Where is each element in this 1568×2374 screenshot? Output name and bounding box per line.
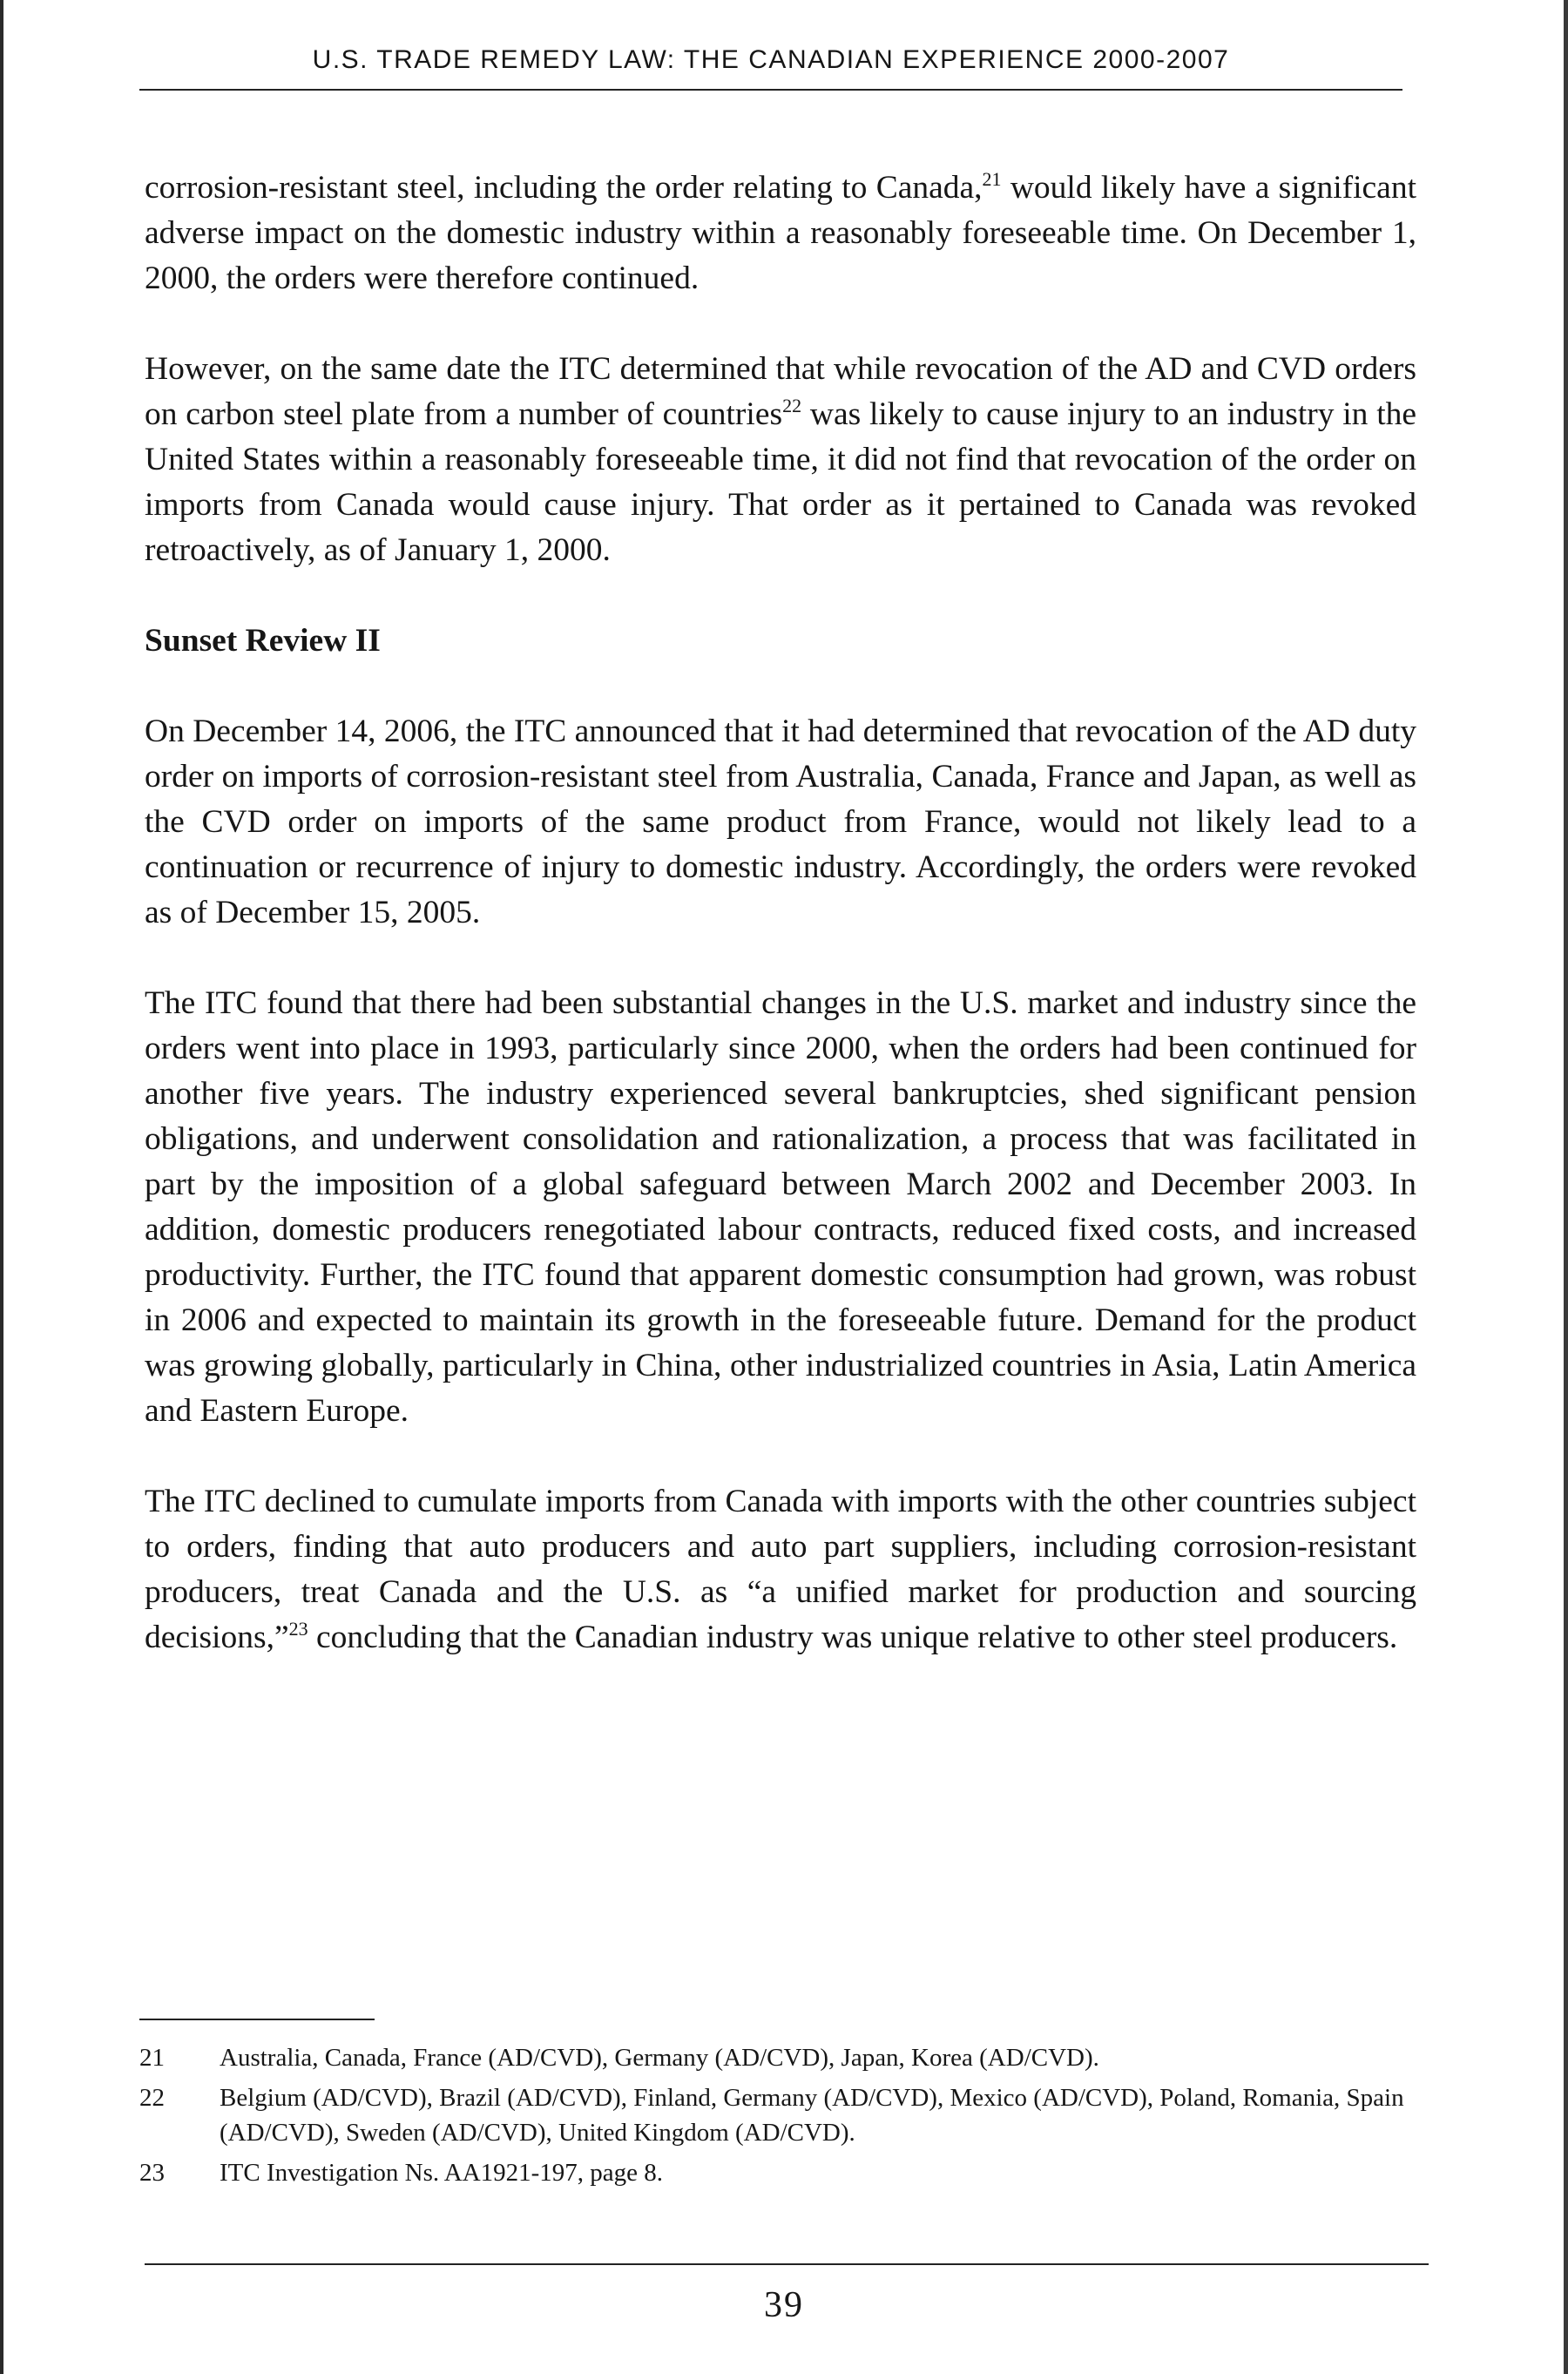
footnote-text: ITC Investigation Ns. AA1921-197, page 8. bbox=[220, 2159, 664, 2187]
running-head: U.S. TRADE REMEDY LAW: THE CANADIAN EXPERIENCE 2000-2007 bbox=[312, 45, 1230, 74]
footnote-ref-23[interactable]: 23 bbox=[288, 1618, 308, 1640]
paragraph-1-part-b: would likely have a significant adverse impact on the domestic industry within a reasonably foreseeable time. On December 1, 2000, the orders were therefore continued. bbox=[145, 170, 1416, 296]
footnote-ref-22[interactable]: 22 bbox=[782, 395, 802, 416]
paragraph-5-part-a: The ITC declined to cumulate imports from Canada with imports with the other countries subject to orders, finding that auto producers and auto part suppliers, including corrosion-resistant producers, treat Canada and the U.S. as “a unified market for production and sourcing decisions,” bbox=[145, 1484, 1416, 1655]
scan-edge-right bbox=[1564, 0, 1568, 2374]
footnote-text: Australia, Canada, France (AD/CVD), Germany (AD/CVD), Japan, Korea (AD/CVD). bbox=[220, 2044, 1099, 2072]
footnote bbox=[139, 2040, 1429, 2075]
footnote bbox=[139, 2080, 1429, 2150]
footnote-number: 23 bbox=[139, 2159, 165, 2187]
footnote-number: 22 bbox=[139, 2084, 165, 2112]
footnote-number: 21 bbox=[139, 2044, 165, 2072]
paragraph-1 bbox=[145, 166, 1416, 301]
paragraph-2-part-a: However, on the same date the ITC determined that while revocation of the AD and CVD orders on carbon steel plate from a number of countries bbox=[145, 351, 1416, 432]
footnote-text: Belgium (AD/CVD), Brazil (AD/CVD), Finland, Germany (AD/CVD), Mexico (AD/CVD), Poland, Romania, Spain (AD/CVD), Sweden (AD/CVD), United Kingdom (AD/CVD). bbox=[220, 2084, 1404, 2147]
body-text bbox=[145, 166, 1416, 1706]
footer-rule bbox=[145, 2263, 1429, 2265]
footnote-rule bbox=[139, 2019, 375, 2020]
paragraph-3: On December 14, 2006, the ITC announced that it had determined that revocation of the AD duty order on imports of corrosion-resistant steel from Australia, Canada, France and Japan, as well as the CVD order on imports of the same product from France, would not likely lead to a continuation or recurrence of injury to domestic industry. Accordingly, the orders were revoked as of December 15, 2005. bbox=[145, 714, 1416, 930]
paragraph-2 bbox=[145, 347, 1416, 573]
paragraph-5-part-b: concluding that the Canadian industry was unique relative to other steel producers. bbox=[308, 1620, 1398, 1655]
header-rule bbox=[139, 89, 1402, 91]
paragraph-1-part-a: corrosion-resistant steel, including the order relating to Canada, bbox=[145, 170, 983, 206]
footnote-ref-21[interactable]: 21 bbox=[982, 168, 1002, 190]
page-number: 39 bbox=[764, 2285, 804, 2325]
paragraph-5 bbox=[145, 1479, 1416, 1660]
footnote bbox=[139, 2155, 1429, 2190]
scan-edge-left bbox=[0, 0, 3, 2374]
paragraph-2-part-b: was likely to cause injury to an industry in the United States within a reasonably foreseeable time, it did not find that revocation of the order on imports from Canada would cause injury. That order as it pertained to Canada was revoked retroactively, as of January 1, 2000. bbox=[145, 396, 1417, 568]
paragraph-4: The ITC found that there had been substantial changes in the U.S. market and industry since the orders went into place in 1993, particularly since 2000, when the orders had been continued for another five years. The industry experienced several bankruptcies, shed significant pension obligations, and underwent consolidation and rationalization, a process that was facilitated in part by the imposition of a global safeguard between March 2002 and December 2003. In addition, domestic producers renegotiated labour contracts, reduced fixed costs, and increased productivity. Further, the ITC found that apparent domestic consumption had grown, was robust in 2006 and expected to maintain its growth in the foreseeable future. Demand for the product was growing globally, particularly in China, other industrialized countries in Asia, Latin America and Eastern Europe. bbox=[145, 985, 1416, 1429]
footnotes bbox=[139, 2040, 1429, 2195]
section-heading: Sunset Review II bbox=[145, 623, 381, 659]
